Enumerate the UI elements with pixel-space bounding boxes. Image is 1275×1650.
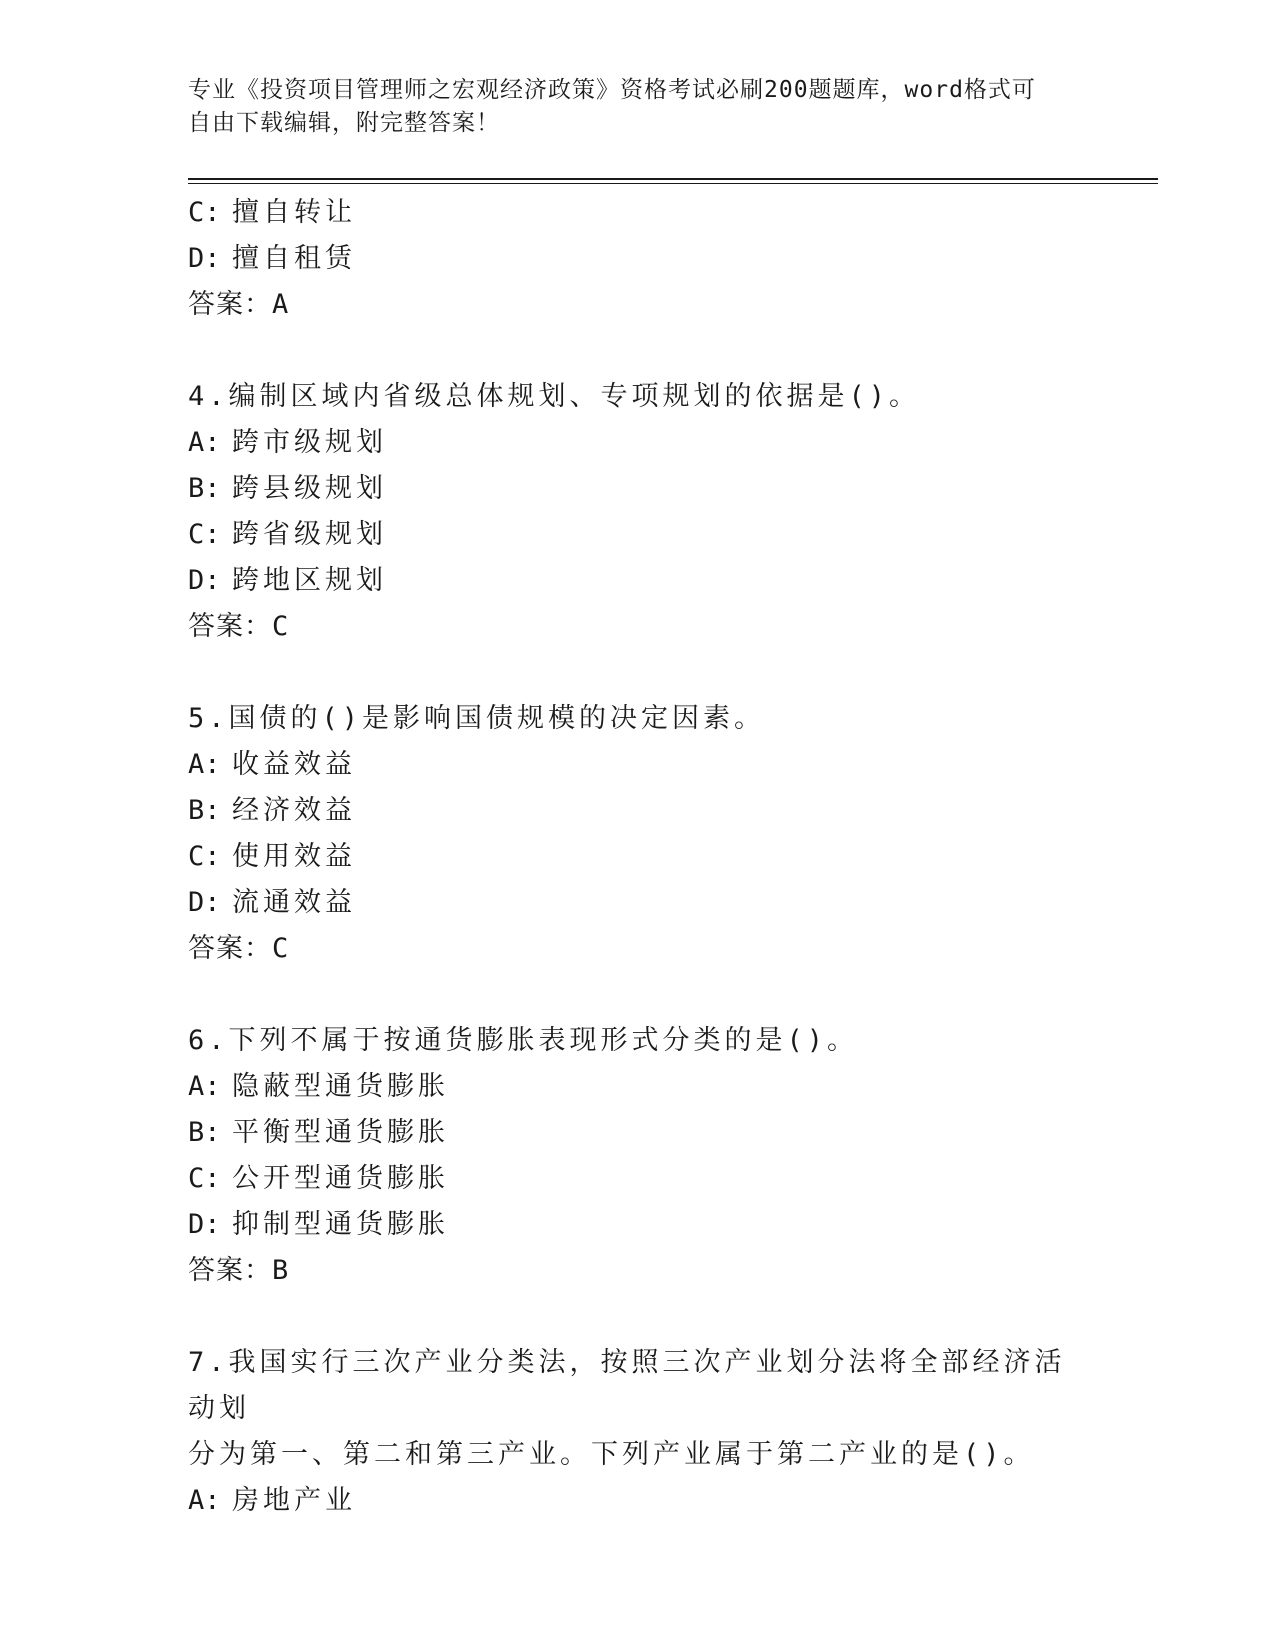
answer: 答案：C (188, 611, 290, 642)
option-text: 平衡型通货膨胀 (232, 1117, 449, 1148)
question-stem: 6.下列不属于按通货膨胀表现形式分类的是()。 (188, 1025, 859, 1056)
option-a (188, 1064, 1088, 1110)
option-text: 房地产业 (232, 1485, 356, 1516)
option-key: B: (188, 1117, 221, 1148)
option-b (188, 1110, 1088, 1156)
question-5 (188, 696, 1088, 972)
option-text: 抑制型通货膨胀 (232, 1209, 449, 1240)
option-d (188, 880, 1088, 926)
document-header (188, 74, 1068, 140)
option-text: 跨市级规划 (232, 427, 387, 458)
option-text: 隐蔽型通货膨胀 (232, 1071, 449, 1102)
header-divider-thin (188, 183, 1158, 184)
option-a (188, 420, 1088, 466)
option-b (188, 788, 1088, 834)
option-text: 跨县级规划 (232, 473, 387, 504)
option-text: 流通效益 (232, 887, 356, 918)
question-list (188, 190, 1088, 1524)
option-key: C: (188, 841, 221, 872)
option-key: D: (188, 1209, 221, 1240)
option-key: C: (188, 197, 221, 228)
question-stem-line-2: 分为第一、第二和第三产业。下列产业属于第二产业的是()。 (188, 1439, 1035, 1470)
answer: 答案：A (188, 289, 290, 320)
option-c (188, 512, 1088, 558)
option-key: A: (188, 427, 221, 458)
option-a (188, 742, 1088, 788)
question-6 (188, 1018, 1088, 1294)
option-d (188, 1202, 1088, 1248)
option-a (188, 1478, 1088, 1524)
option-c (188, 834, 1088, 880)
question-stem-line-1: 7.我国实行三次产业分类法，按照三次产业划分法将全部经济活动划 (188, 1347, 1066, 1424)
option-text: 公开型通货膨胀 (232, 1163, 449, 1194)
option-key: C: (188, 519, 221, 550)
option-key: A: (188, 749, 221, 780)
option-text: 跨地区规划 (232, 565, 387, 596)
option-text: 收益效益 (232, 749, 356, 780)
answer: 答案：B (188, 1255, 290, 1286)
question-7 (188, 1340, 1088, 1524)
option-key: D: (188, 887, 221, 918)
option-key: A: (188, 1071, 221, 1102)
option-key: B: (188, 795, 221, 826)
question-3-continued (188, 190, 1088, 328)
header-line-2: 自由下载编辑，附完整答案！ (188, 110, 500, 136)
option-text: 跨省级规划 (232, 519, 387, 550)
option-text: 使用效益 (232, 841, 356, 872)
option-c (188, 190, 1088, 236)
option-d (188, 236, 1088, 282)
question-4 (188, 374, 1088, 650)
option-key: B: (188, 473, 221, 504)
option-key: D: (188, 565, 221, 596)
question-stem: 4.编制区域内省级总体规划、专项规划的依据是()。 (188, 381, 921, 412)
option-key: A: (188, 1485, 221, 1516)
option-key: D: (188, 243, 221, 274)
option-c (188, 1156, 1088, 1202)
option-text: 经济效益 (232, 795, 356, 826)
option-key: C: (188, 1163, 221, 1194)
question-stem: 5.国债的()是影响国债规模的决定因素。 (188, 703, 766, 734)
option-d (188, 558, 1088, 604)
option-text: 擅自转让 (232, 197, 356, 228)
option-text: 擅自租赁 (232, 243, 356, 274)
answer: 答案：C (188, 933, 290, 964)
header-divider-thick (188, 178, 1158, 180)
option-b (188, 466, 1088, 512)
header-line-1: 专业《投资项目管理师之宏观经济政策》资格考试必刷200题题库，word格式可 (188, 77, 1036, 103)
